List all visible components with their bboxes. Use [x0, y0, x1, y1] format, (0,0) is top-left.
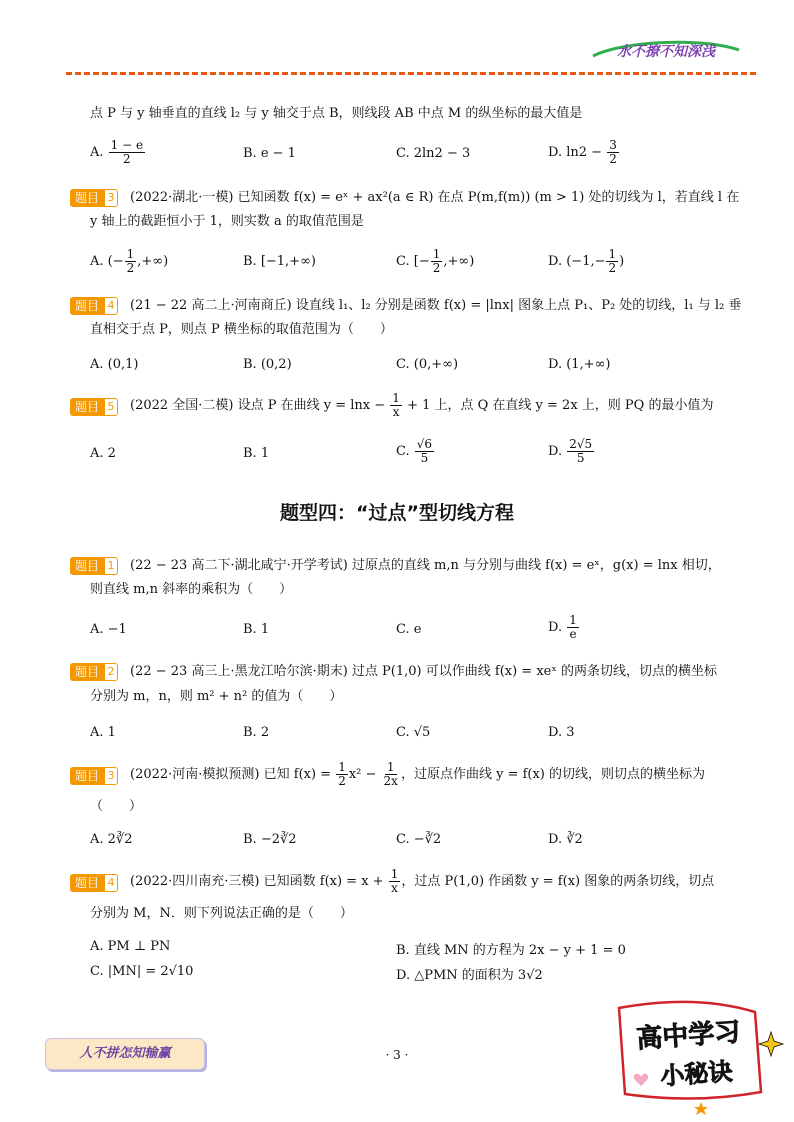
s3-option-c: C. −∛2	[396, 832, 442, 847]
sparkle-icon	[759, 1032, 783, 1056]
question-tag-5: 题目 5	[70, 397, 118, 417]
s4-stem: (2022·四川南充·三模) 已知函数 f(x) = x + $\frac{1}{x}$ ，过点 P(1,0) 作函数 y = f(x) 图象的两条切线，切点	[130, 867, 715, 895]
footer-motto: 人不拼怎知输赢	[79, 1046, 171, 1061]
s3-option-a: A. 2∛2	[90, 832, 133, 847]
header-motto-badge	[585, 34, 747, 68]
s2-option-c: C. √5	[396, 725, 431, 740]
section-question-tag-2: 题目 2	[70, 662, 118, 682]
q3-line2: y 轴上的截距恒小于 1，则实数 a 的取值范围是	[90, 214, 364, 229]
section-question-tag-3: 题目 3	[70, 766, 118, 786]
cont-option-c: C. 2ln2 − 3	[396, 146, 471, 161]
s2-option-b: B. 2	[243, 725, 270, 740]
s3-line2: （ ）	[90, 799, 143, 814]
q4-option-a: A. (0,1)	[90, 357, 139, 372]
s4-line2: 分别为 M，N．则下列说法正确的是（ ）	[90, 906, 353, 921]
question-tag-3: 题目 3	[70, 188, 118, 208]
s4-option-a: A. PM ⊥ PN	[90, 939, 171, 954]
section-question-tag-4: 题目 4	[70, 873, 118, 893]
q5-option-b: B. 1	[243, 446, 270, 461]
s2-option-d: D. 3	[548, 725, 575, 740]
s4-option-c: C. |MN| = 2√10	[90, 964, 194, 979]
q3-option-d: D. (−1,− $\frac{1}{2}$ )	[548, 247, 625, 275]
s4-option-b: B. 直线 MN 的方程为 2x − y + 1 = 0	[396, 943, 626, 958]
s1-option-c: C. e	[396, 622, 422, 637]
q4-line1: (21 − 22 高二上·河南商丘) 设直线 l₁、l₂ 分别是函数 f(x) = |lnx| 图象上点 P₁、P₂ 处的切线，l₁ 与 l₂ 垂	[130, 298, 742, 313]
s1-line2: 则直线 m,n 斜率的乘积为（ ）	[90, 582, 293, 597]
q4-line2: 直相交于点 P，则点 P 横坐标的取值范围为（ ）	[90, 322, 393, 337]
s3-option-b: B. −2∛2	[243, 832, 297, 847]
q5-stem: (2022 全国·二模) 设点 P 在曲线 y = lnx − $\frac{1}{x}$ + 1 上，点 Q 在直线 y = 2x 上，则 PQ 的最小值为	[130, 391, 714, 419]
s1-option-d: D. $\frac{1}{e}$	[548, 613, 577, 641]
question-tag-4: 题目 4	[70, 296, 118, 316]
q5-option-d: D. $\frac{2√5}{5}$	[548, 437, 593, 465]
s1-option-b: B. 1	[243, 622, 270, 637]
s1-line1: (22 − 23 高二下·湖北咸宁·开学考试) 过原点的直线 m,n 与分别与曲线 f(x) = eˣ，g(x) = lnx 相切，	[130, 558, 721, 573]
s2-line2: 分别为 m，n，则 m² + n² 的值为（ ）	[90, 689, 343, 704]
cont-option-b: B. e − 1	[243, 146, 296, 161]
s4-option-d: D. △PMN 的面积为 3√2	[396, 968, 543, 983]
cont-option-d: D. ln2 − $\frac{3}{2}$	[548, 138, 617, 166]
section-title: 题型四：“过点”型切线方程	[280, 502, 514, 524]
q3-option-a: A. (− $\frac{1}{2}$ ,+∞)	[90, 247, 169, 275]
q3-option-b: B. [−1,+∞)	[243, 254, 316, 269]
q4-option-b: B. (0,2)	[243, 357, 292, 372]
cont-stem: 点 P 与 y 轴垂直的直线 l₂ 与 y 轴交于点 B，则线段 AB 中点 M 的纵坐标的最大值是	[90, 106, 583, 121]
stamp-line1: 高中学习	[635, 1017, 742, 1055]
stamp-badge	[605, 996, 785, 1116]
q4-option-d: D. (1,+∞)	[548, 357, 611, 372]
s3-stem: (2022·河南·模拟预测) 已知 f(x) = $\frac{1}{2}$ x² − $\frac{1}{2x}$ ，过原点作曲线 y = f(x) 的切线，则切点的横坐标为	[130, 760, 706, 788]
s2-line1: (22 − 23 高三上·黑龙江哈尔滨·期末) 过点 P(1,0) 可以作曲线 f(x) = xeˣ 的两条切线，切点的横坐标	[130, 664, 717, 679]
page-number: · 3 ·	[385, 1048, 409, 1062]
s3-option-d: D. ∛2	[548, 832, 583, 847]
q3-option-c: C. [− $\frac{1}{2}$ ,+∞)	[396, 247, 475, 275]
cont-option-a: A. $\frac{1 - e}{2}$	[90, 138, 144, 166]
stamp-line2: 小秘诀	[659, 1057, 734, 1091]
q3-line1: (2022·湖北·一模) 已知函数 f(x) = eˣ + ax²(a ∈ R) 在点 P(m,f(m)) (m > 1) 处的切线为 l，若直线 l 在	[130, 190, 740, 205]
header-dashed-line	[66, 72, 756, 75]
s2-option-a: A. 1	[90, 725, 116, 740]
section-question-tag-1: 题目 1	[70, 556, 118, 576]
q5-option-a: A. 2	[90, 446, 116, 461]
s1-option-a: A. −1	[90, 622, 127, 637]
q4-option-c: C. (0,+∞)	[396, 357, 459, 372]
q5-option-c: C. $\frac{√6}{5}$	[396, 437, 433, 465]
star-icon	[694, 1102, 708, 1115]
header-motto: 水不撩不知深浅	[617, 44, 715, 60]
